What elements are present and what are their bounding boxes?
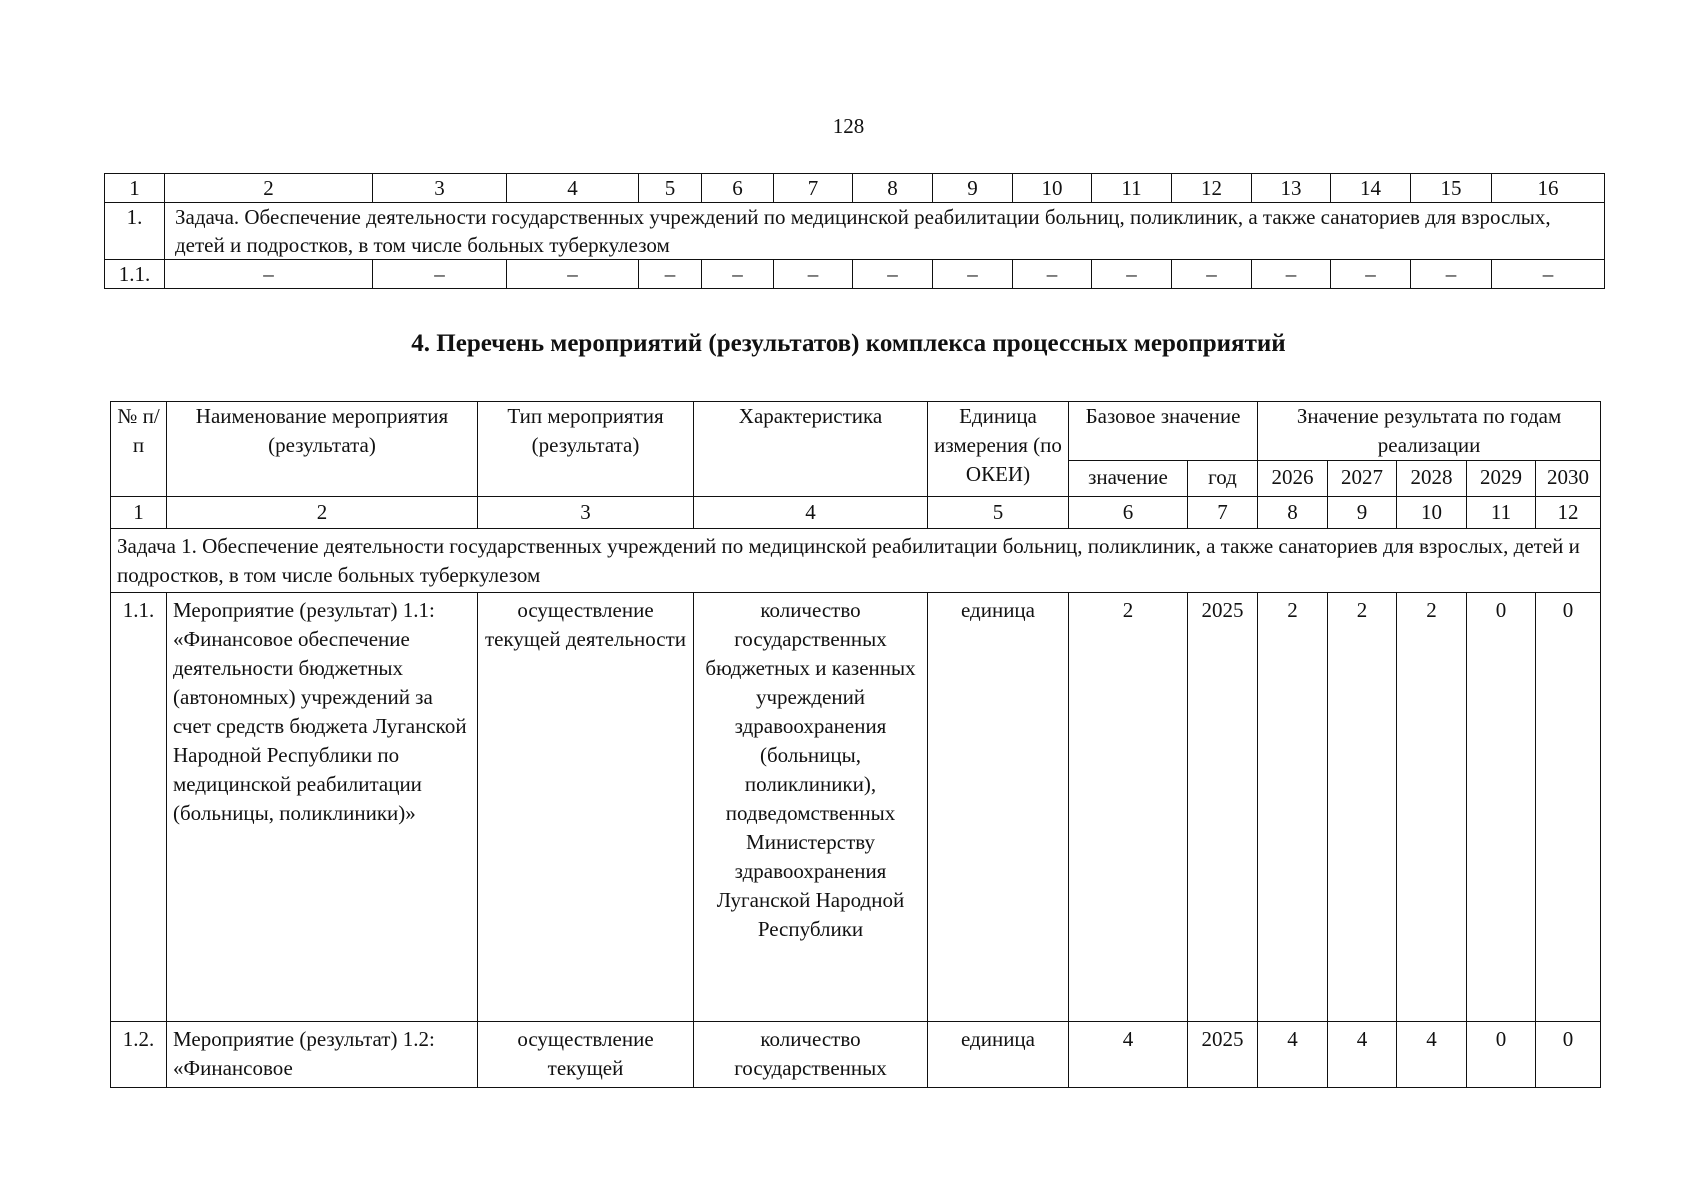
- year-value: 2: [1258, 593, 1328, 1022]
- table-row: [111, 593, 1601, 1022]
- column-number-row: [105, 174, 1605, 203]
- year-value: 0: [1536, 1022, 1601, 1088]
- column-number: 1: [105, 174, 165, 203]
- measure-name: Мероприятие (результат) 1.2: «Финансовое: [167, 1022, 478, 1088]
- dash-cell: –: [1172, 260, 1252, 289]
- header-num: № п/п: [111, 402, 167, 497]
- header-base-value: значение: [1069, 461, 1188, 497]
- base-year: 2025: [1188, 593, 1258, 1022]
- task-row: [105, 203, 1605, 260]
- measure-characteristic: количество государственных: [694, 1022, 928, 1088]
- header-type: Тип мероприятия (результата): [478, 402, 694, 497]
- column-number: 9: [933, 174, 1013, 203]
- year-value: 0: [1467, 593, 1536, 1022]
- measure-unit: единица: [928, 593, 1069, 1022]
- measure-name: Мероприятие (результат) 1.1: «Финансовое обеспечение деятельности бюджетных (автономных) учреждений за счет средств бюджета Луганской Народной Республики по медицинской реабилитации (больницы, поликлиники)»: [167, 593, 478, 1022]
- header-year: 2026: [1258, 461, 1328, 497]
- dash-cell: –: [1013, 260, 1092, 289]
- column-number: 9: [1328, 497, 1397, 529]
- year-value: 4: [1397, 1022, 1467, 1088]
- column-number: 1: [111, 497, 167, 529]
- column-number: 8: [1258, 497, 1328, 529]
- header-year: 2027: [1328, 461, 1397, 497]
- column-number: 12: [1536, 497, 1601, 529]
- header-name: Наименование мероприятия (результата): [167, 402, 478, 497]
- column-number: 13: [1252, 174, 1331, 203]
- base-value: 4: [1069, 1022, 1188, 1088]
- header-characteristic: Характеристика: [694, 402, 928, 497]
- column-number: 2: [165, 174, 373, 203]
- column-number: 4: [507, 174, 639, 203]
- column-number: 5: [639, 174, 702, 203]
- column-number: 10: [1013, 174, 1092, 203]
- header-year: 2030: [1536, 461, 1601, 497]
- row-number: 1.1.: [111, 593, 167, 1022]
- header-year: 2029: [1467, 461, 1536, 497]
- dash-cell: –: [1411, 260, 1492, 289]
- year-value: 0: [1467, 1022, 1536, 1088]
- base-value: 2: [1069, 593, 1188, 1022]
- measure-unit: единица: [928, 1022, 1069, 1088]
- task-text: Задача 1. Обеспечение деятельности государственных учреждений по медицинской реабилитации больниц, поликлиник, а также санаториев для взрослых, детей и подростков, в том числе больных туберкулезом: [111, 529, 1601, 593]
- column-number: 2: [167, 497, 478, 529]
- dash-cell: –: [933, 260, 1013, 289]
- year-value: 4: [1328, 1022, 1397, 1088]
- continuation-table: [104, 173, 1605, 289]
- year-value: 2: [1397, 593, 1467, 1022]
- measure-type: осуществление текущей: [478, 1022, 694, 1088]
- header-base: Базовое значение: [1069, 402, 1258, 461]
- column-number: 4: [694, 497, 928, 529]
- column-number: 15: [1411, 174, 1492, 203]
- column-number: 11: [1092, 174, 1172, 203]
- dash-cell: –: [1331, 260, 1411, 289]
- column-number: 6: [1069, 497, 1188, 529]
- dash-cell: –: [1492, 260, 1605, 289]
- year-value: 0: [1536, 593, 1601, 1022]
- column-number: 3: [373, 174, 507, 203]
- column-number: 3: [478, 497, 694, 529]
- column-number: 11: [1467, 497, 1536, 529]
- dash-cell: –: [1092, 260, 1172, 289]
- page-number: 128: [832, 114, 865, 138]
- column-number-row: [111, 497, 1601, 529]
- base-year: 2025: [1188, 1022, 1258, 1088]
- table-row: [111, 1022, 1601, 1088]
- column-number: 7: [1188, 497, 1258, 529]
- column-number: 8: [853, 174, 933, 203]
- year-value: 4: [1258, 1022, 1328, 1088]
- dash-cell: –: [774, 260, 853, 289]
- measure-type: осуществление текущей деятельности: [478, 593, 694, 1022]
- dash-cell: –: [702, 260, 774, 289]
- table-row: [105, 260, 1605, 289]
- header-by-years: Значение результата по годам реализации: [1258, 402, 1601, 461]
- row-number: 1.1.: [105, 260, 165, 289]
- row-number: 1.2.: [111, 1022, 167, 1088]
- column-number: 5: [928, 497, 1069, 529]
- column-number: 16: [1492, 174, 1605, 203]
- task-row: [111, 529, 1601, 593]
- section-title: 4. Перечень мероприятий (результатов) комплекса процессных мероприятий: [411, 330, 1286, 357]
- header-year: 2028: [1397, 461, 1467, 497]
- dash-cell: –: [373, 260, 507, 289]
- column-number: 10: [1397, 497, 1467, 529]
- header-unit: Единица измерения (по ОКЕИ): [928, 402, 1069, 497]
- task-number: 1.: [105, 203, 165, 260]
- dash-cell: –: [507, 260, 639, 289]
- column-number: 14: [1331, 174, 1411, 203]
- dash-cell: –: [165, 260, 373, 289]
- year-value: 2: [1328, 593, 1397, 1022]
- header-base-year: год: [1188, 461, 1258, 497]
- header-row: [111, 402, 1601, 461]
- task-text: Задача. Обеспечение деятельности государственных учреждений по медицинской реабилитации больниц, поликлиник, а также санаториев для взрослых, детей и подростков, в том числе больных туберкулезом: [165, 203, 1605, 260]
- column-number: 6: [702, 174, 774, 203]
- dash-cell: –: [1252, 260, 1331, 289]
- column-number: 7: [774, 174, 853, 203]
- dash-cell: –: [853, 260, 933, 289]
- dash-cell: –: [639, 260, 702, 289]
- measures-table: [110, 401, 1601, 1088]
- measure-characteristic: количество государственных бюджетных и казенных учреждений здравоохранения (больницы, поликлиники), подведомственных Министерству здравоохранения Луганской Народной Республики: [694, 593, 928, 1022]
- column-number: 12: [1172, 174, 1252, 203]
